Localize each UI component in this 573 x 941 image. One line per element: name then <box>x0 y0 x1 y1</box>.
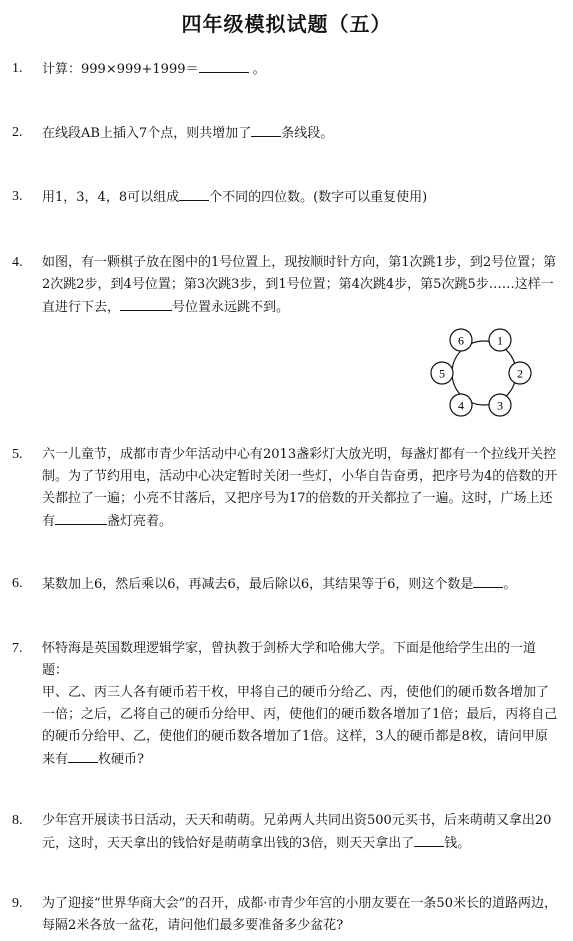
question-text-end: 枚硬币? <box>98 752 144 767</box>
question-4 <box>12 252 560 319</box>
question-text: 为了迎接“世界华商大会”的召开，成都·市青少年宫的小朋友要在一条50米长的道路两边，每隔2米各放一盆花，请问他们最多要准备多少盆花? <box>42 896 557 933</box>
question-text-end: 盏灯亮着。 <box>107 514 173 529</box>
question-number: 6. <box>12 576 23 591</box>
question-text-end: 。 <box>503 577 517 592</box>
question-9 <box>12 893 560 937</box>
answer-blank[interactable] <box>68 748 98 763</box>
svg-text:2: 2 <box>517 366 523 381</box>
answer-blank[interactable] <box>414 832 444 847</box>
hexagon-position-diagram <box>428 328 544 418</box>
question-number: 4. <box>12 255 23 270</box>
svg-text:3: 3 <box>497 398 503 413</box>
position-node-3 <box>489 394 511 416</box>
question-text-end: 。 <box>248 62 266 77</box>
question-intro: 怀特海是英国数理逻辑学家，曾执教于剑桥大学和哈佛大学。下面是他给学生出的一道题： <box>42 641 537 678</box>
question-number: 3. <box>12 189 23 204</box>
question-text: 在线段AB上插入7个点，则共增加了 <box>42 126 252 141</box>
question-3 <box>12 186 560 209</box>
answer-blank[interactable] <box>473 573 503 588</box>
svg-text:4: 4 <box>458 398 464 413</box>
question-6 <box>12 573 560 596</box>
svg-text:1: 1 <box>497 333 503 348</box>
question-7 <box>12 638 560 771</box>
position-node-4 <box>450 394 472 416</box>
question-number: 2. <box>12 125 23 140</box>
question-text: 计算：999×999+1999＝ <box>42 62 199 77</box>
question-text-end: 号位置永远跳不到。 <box>172 300 290 315</box>
question-1 <box>12 58 560 81</box>
question-number: 8. <box>12 813 23 828</box>
question-text-end: 个不同的四位数。(数字可以重复使用) <box>209 190 428 205</box>
question-number: 9. <box>12 896 23 911</box>
position-node-2 <box>509 362 531 384</box>
question-5 <box>12 444 560 533</box>
question-text: 六一儿童节，成都市青少年活动中心有2013盏彩灯大放光明，每盏灯都有一个拉线开关控制。为了节约用电，活动中心决定暂时关闭一些灯，小华自告奋勇，把序号为4的倍数的开关都拉了一遍；小亮不甘落后，又把序号为17的倍数的开关都拉了一遍。这时，广场上还有 <box>42 447 558 529</box>
question-text: 甲、乙、丙三人各有硬币若干枚，甲将自己的硬币分给乙、丙，使他们的硬币数各增加了一倍；之后，乙将自己的硬币分给甲、丙，使他们的硬币数各增加了1倍；最后，丙将自己的硬币分给甲、乙，使他们的硬币数各增加了1倍。这样，3人的硬币都是8枚，请问甲原来有 <box>42 685 558 767</box>
answer-blank[interactable] <box>179 186 209 201</box>
question-text: 如图，有一颗棋子放在图中的1号位置上，现按顺时针方向，第1次跳1步，到2号位置；第2次跳2步，到4号位置；第3次跳3步，到1号位置；第4次跳4步，第5次跳5步……这样一直进行下去， <box>42 255 557 315</box>
question-text-end: 条线段。 <box>281 126 334 141</box>
position-node-5 <box>431 362 453 384</box>
svg-text:5: 5 <box>439 366 445 381</box>
svg-text:6: 6 <box>458 333 464 348</box>
page-title: 四年级模拟试题（五） <box>181 12 392 36</box>
question-number: 7. <box>12 641 23 656</box>
question-2 <box>12 122 560 145</box>
answer-blank[interactable] <box>120 296 172 311</box>
question-text: 用1，3，4，8可以组成 <box>42 190 180 205</box>
question-8 <box>12 810 560 855</box>
position-node-6 <box>450 329 472 351</box>
answer-blank[interactable] <box>55 510 107 525</box>
answer-blank[interactable] <box>251 122 281 137</box>
question-text-end: 钱。 <box>444 836 471 851</box>
question-text: 某数加上6，然后乘以6，再减去6，最后除以6，其结果等于6，则这个数是 <box>42 577 474 592</box>
answer-blank[interactable] <box>199 58 249 73</box>
position-node-1 <box>489 329 511 351</box>
question-number: 5. <box>12 447 23 462</box>
question-number: 1. <box>12 61 23 76</box>
question-text: 少年宫开展读书日活动，天天和萌萌。兄弟两人共同出资500元买书，后来萌萌又拿出20元，这时，天天拿出的钱恰好是萌萌拿出钱的3倍，则天天拿出了 <box>42 813 552 851</box>
